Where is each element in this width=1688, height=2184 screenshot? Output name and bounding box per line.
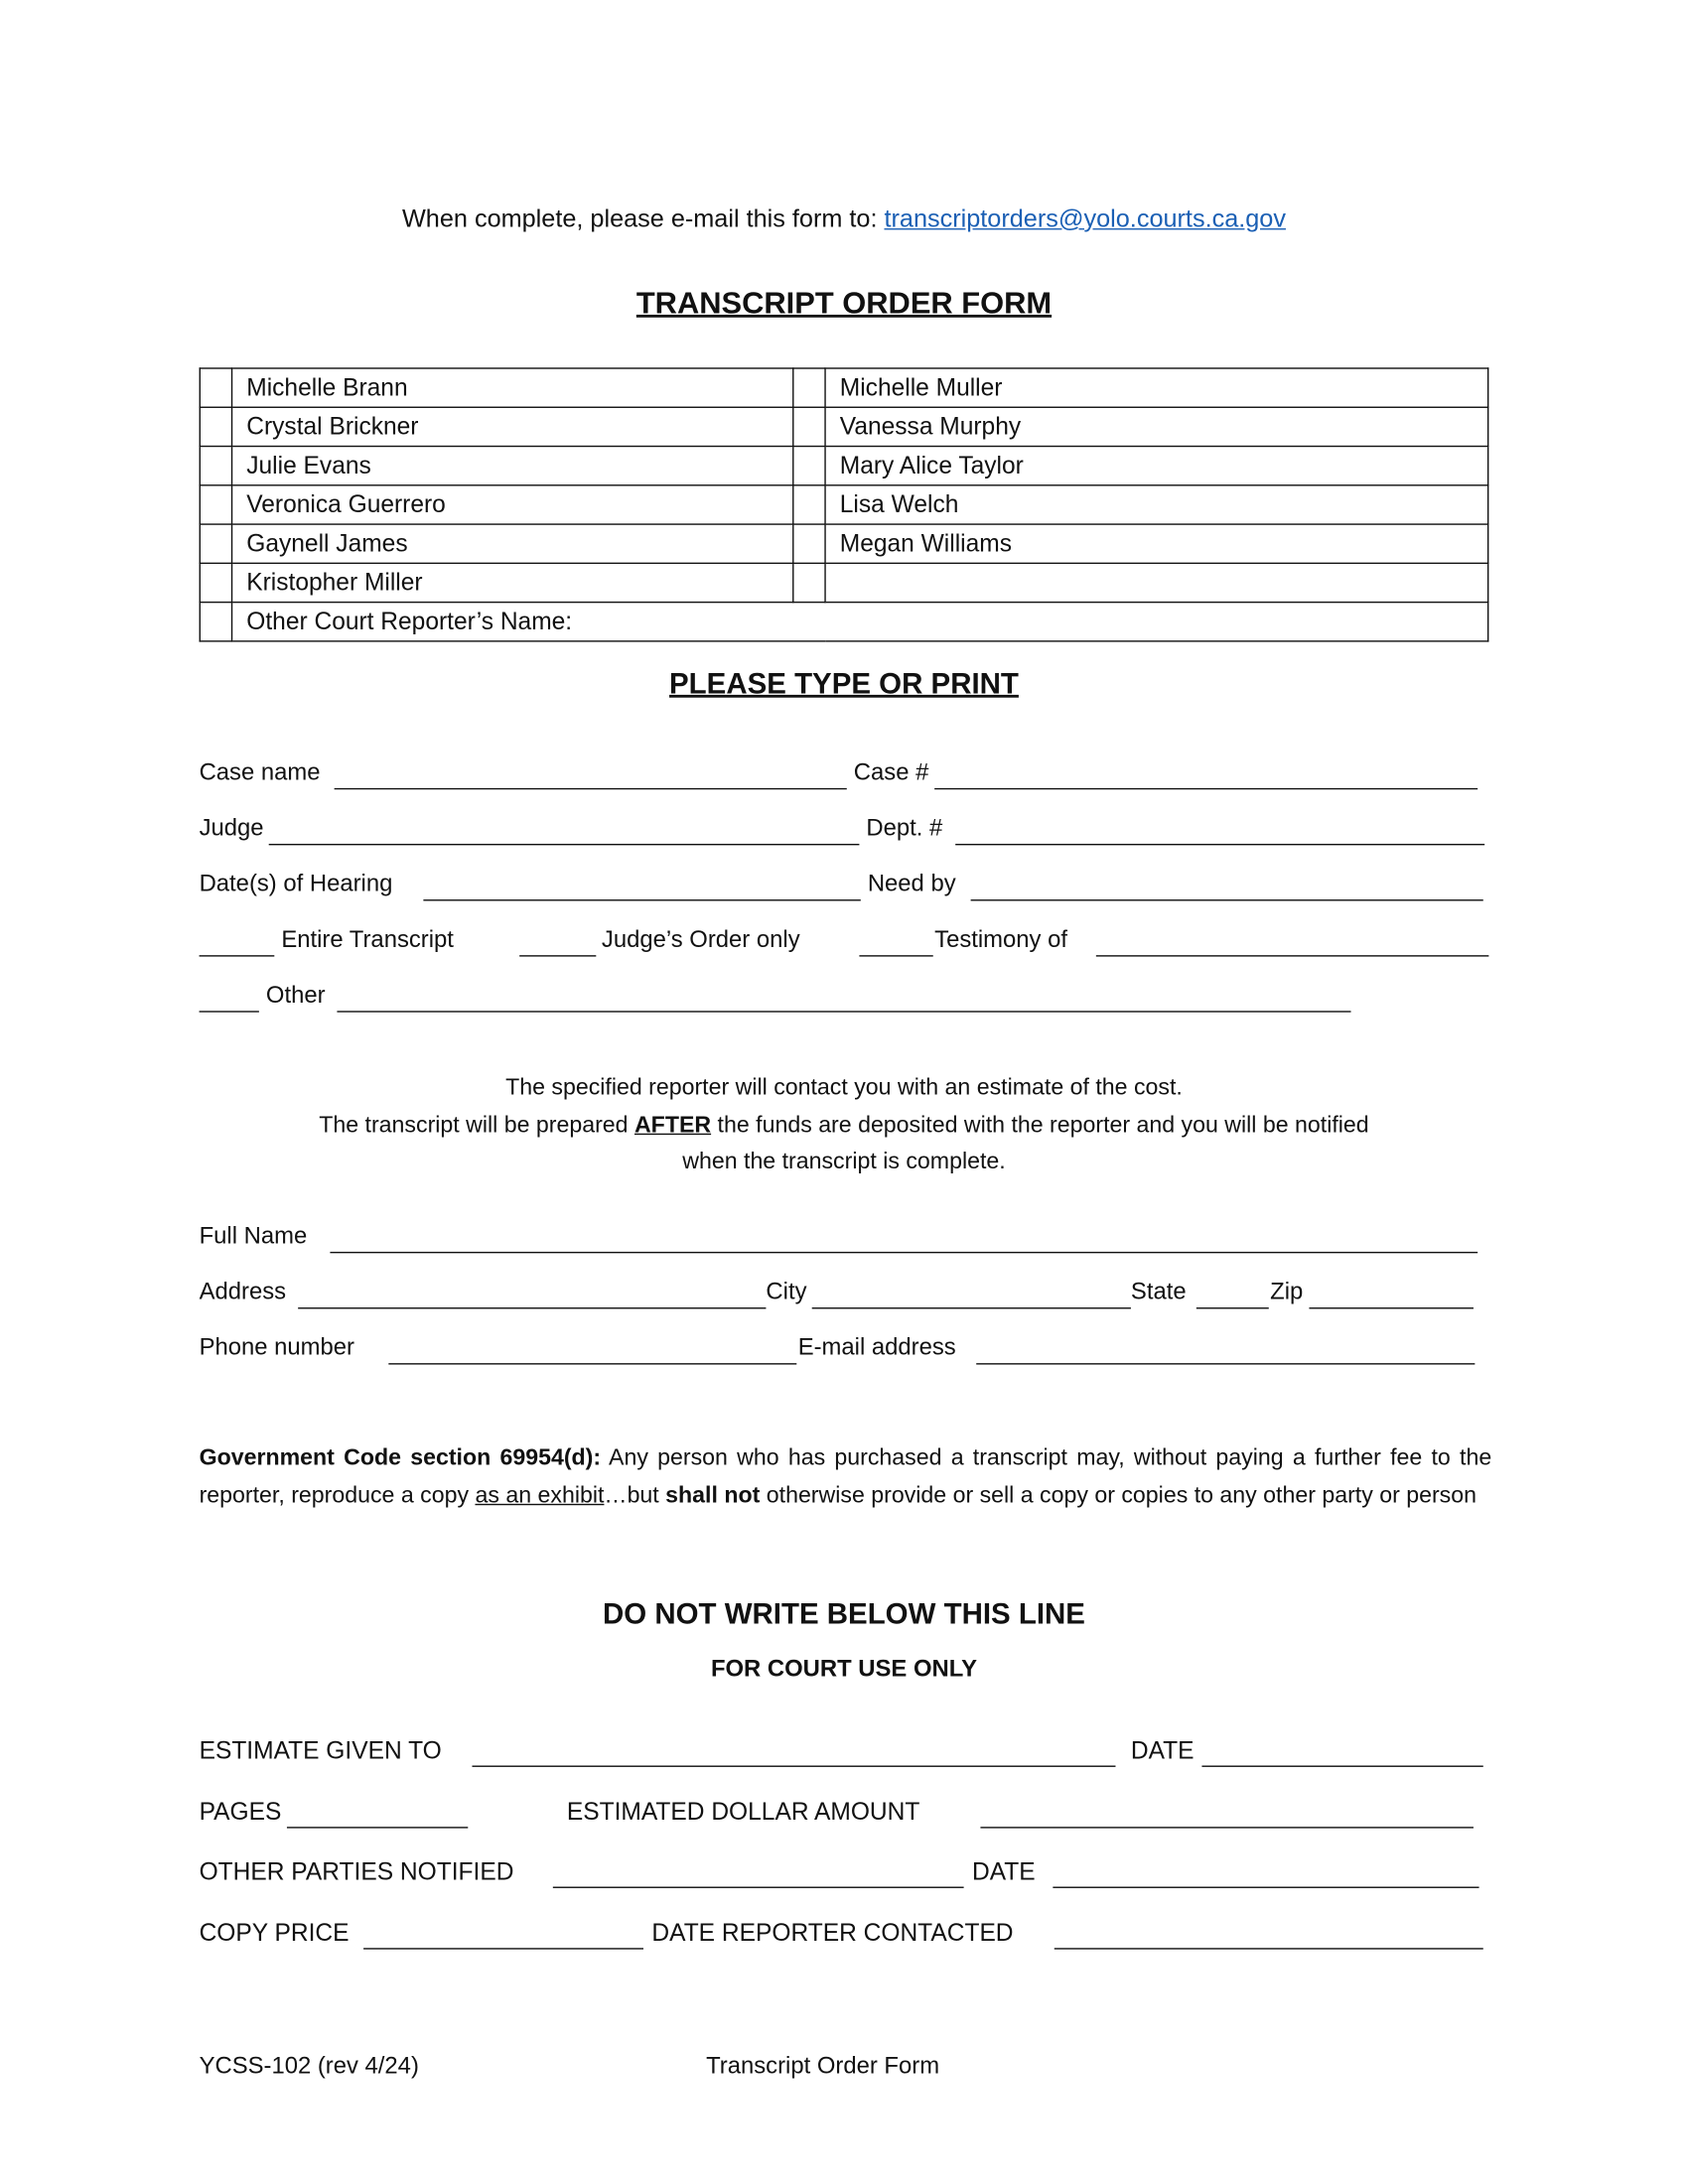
court-reporter-table [200, 367, 1489, 641]
notice-line-1: The specified reporter will contact you with an estimate of the cost. [505, 1074, 1183, 1101]
reporter-checkbox[interactable] [793, 524, 825, 563]
reporter-checkbox[interactable] [200, 524, 231, 563]
gov-code-text: Any person who has purchased a transcript may, without paying a further fee to the reporter, reproduce a copy [199, 1444, 1492, 1508]
reporter-name [825, 563, 1488, 602]
date-reporter-contacted-field[interactable] [1055, 1916, 1483, 1950]
estimate-date-field[interactable] [1201, 1733, 1482, 1767]
other-parties-field[interactable] [553, 1854, 964, 1888]
other-reporter-checkbox[interactable] [200, 603, 231, 641]
email-address-field[interactable] [976, 1331, 1475, 1365]
case-name-label: Case name [199, 758, 321, 786]
reporter-checkbox[interactable] [200, 407, 231, 446]
judge-label: Judge [199, 814, 264, 842]
phone-field[interactable] [388, 1331, 796, 1365]
government-code-notice [200, 1439, 1492, 1513]
entire-transcript-blank[interactable] [200, 923, 275, 957]
notified-date-field[interactable] [1053, 1854, 1478, 1888]
reporter-checkbox[interactable] [200, 485, 231, 524]
city-label: City [766, 1278, 807, 1305]
pages-label: PAGES [199, 1797, 282, 1826]
other-label: Other [265, 981, 326, 1009]
zip-label: Zip [1270, 1278, 1304, 1305]
reporter-checkbox[interactable] [793, 485, 825, 524]
dept-field[interactable] [955, 812, 1484, 846]
full-name-label: Full Name [199, 1222, 308, 1250]
reporter-row [200, 407, 1487, 446]
reporter-name: Julie Evans [232, 447, 793, 485]
email-link[interactable]: transcriptorders@yolo.courts.ca.gov [884, 205, 1286, 233]
notified-date-label: DATE [972, 1857, 1036, 1886]
after-emphasis: AFTER [633, 1112, 712, 1138]
reporter-row [200, 447, 1487, 485]
reporter-row [200, 368, 1487, 407]
notice-text: the funds are deposited with the reporter and you will be notified [711, 1112, 1369, 1138]
phone-label: Phone number [199, 1333, 355, 1361]
gov-code-text: otherwise provide or sell a copy or copies to any other party or person [760, 1482, 1477, 1508]
reporter-checkbox[interactable] [200, 447, 231, 485]
case-number-field[interactable] [934, 756, 1477, 790]
address-field[interactable] [298, 1276, 766, 1309]
case-number-label: Case # [853, 758, 929, 786]
zip-field[interactable] [1309, 1276, 1474, 1309]
gov-code-text: …but [604, 1482, 666, 1508]
reporter-name: Michelle Muller [825, 368, 1488, 407]
reporter-name: Mary Alice Taylor [825, 447, 1488, 485]
estimate-given-to-field[interactable] [472, 1733, 1115, 1767]
hearing-dates-field[interactable] [423, 868, 860, 901]
copy-price-field[interactable] [363, 1916, 643, 1950]
pages-field[interactable] [287, 1795, 468, 1829]
other-field[interactable] [337, 979, 1350, 1013]
testimony-field[interactable] [1096, 923, 1489, 957]
other-reporter-row [200, 603, 1487, 641]
form-title: TRANSCRIPT ORDER FORM [635, 285, 1053, 321]
gov-code-shall-not: shall not [665, 1482, 761, 1508]
gov-code-exhibit: as an exhibit [475, 1482, 605, 1508]
notice-text: The transcript will be prepared [319, 1112, 634, 1138]
other-parties-label: OTHER PARTIES NOTIFIED [199, 1857, 514, 1886]
court-use-only-heading: FOR COURT USE ONLY [710, 1655, 977, 1683]
reporter-name: Gaynell James [232, 524, 793, 563]
reporter-checkbox[interactable] [793, 407, 825, 446]
reporter-checkbox[interactable] [793, 368, 825, 407]
reporter-checkbox[interactable] [793, 563, 825, 602]
reporter-name: Michelle Brann [232, 368, 793, 407]
address-label: Address [199, 1278, 287, 1305]
reporter-name: Megan Williams [825, 524, 1488, 563]
state-label: State [1130, 1278, 1187, 1305]
other-reporter-label[interactable]: Other Court Reporter’s Name: [232, 603, 1488, 641]
full-name-field[interactable] [330, 1220, 1477, 1254]
testimony-label: Testimony of [934, 925, 1068, 953]
reporter-name: Lisa Welch [825, 485, 1488, 524]
need-by-field[interactable] [971, 868, 1483, 901]
reporter-name: Kristopher Miller [232, 563, 793, 602]
judge-field[interactable] [269, 812, 860, 846]
reporter-checkbox[interactable] [793, 447, 825, 485]
please-type-heading: PLEASE TYPE OR PRINT [669, 668, 1019, 701]
reporter-row [200, 485, 1487, 524]
notice-line-3: when the transcript is complete. [682, 1149, 1006, 1174]
reporter-name: Crystal Brickner [232, 407, 793, 446]
testimony-blank[interactable] [859, 923, 932, 957]
estimate-date-label: DATE [1130, 1736, 1195, 1765]
email-instruction [0, 202, 1688, 235]
state-field[interactable] [1196, 1276, 1269, 1309]
reporter-checkbox[interactable] [200, 563, 231, 602]
notice-line-2 [0, 1107, 1688, 1144]
reporter-checkbox[interactable] [200, 368, 231, 407]
gov-code-heading: Government Code section 69954(d): [199, 1444, 602, 1471]
hearing-dates-label: Date(s) of Hearing [199, 870, 393, 897]
judges-order-label: Judge’s Order only [601, 925, 800, 953]
instruction-text: When complete, please e-mail this form to: [401, 205, 885, 233]
do-not-write-heading: DO NOT WRITE BELOW THIS LINE [602, 1598, 1085, 1631]
estimated-amount-field[interactable] [980, 1795, 1474, 1829]
judges-order-blank[interactable] [519, 923, 596, 957]
estimate-given-to-label: ESTIMATE GIVEN TO [199, 1736, 442, 1765]
reporter-row [200, 563, 1487, 602]
reporter-name: Veronica Guerrero [232, 485, 793, 524]
estimated-amount-label: ESTIMATED DOLLAR AMOUNT [566, 1797, 920, 1826]
footer-form-name: Transcript Order Form [706, 2052, 940, 2080]
reporter-name: Vanessa Murphy [825, 407, 1488, 446]
form-id: YCSS-102 (rev 4/24) [199, 2052, 419, 2080]
copy-price-label: COPY PRICE [199, 1918, 350, 1947]
dept-label: Dept. # [866, 814, 943, 842]
city-field[interactable] [812, 1276, 1131, 1309]
email-address-label: E-mail address [797, 1333, 956, 1361]
other-blank[interactable] [200, 979, 259, 1013]
case-name-field[interactable] [335, 756, 847, 790]
entire-transcript-label: Entire Transcript [281, 925, 454, 953]
reporter-row [200, 524, 1487, 563]
date-reporter-contacted-label: DATE REPORTER CONTACTED [651, 1918, 1014, 1947]
need-by-label: Need by [867, 870, 956, 897]
